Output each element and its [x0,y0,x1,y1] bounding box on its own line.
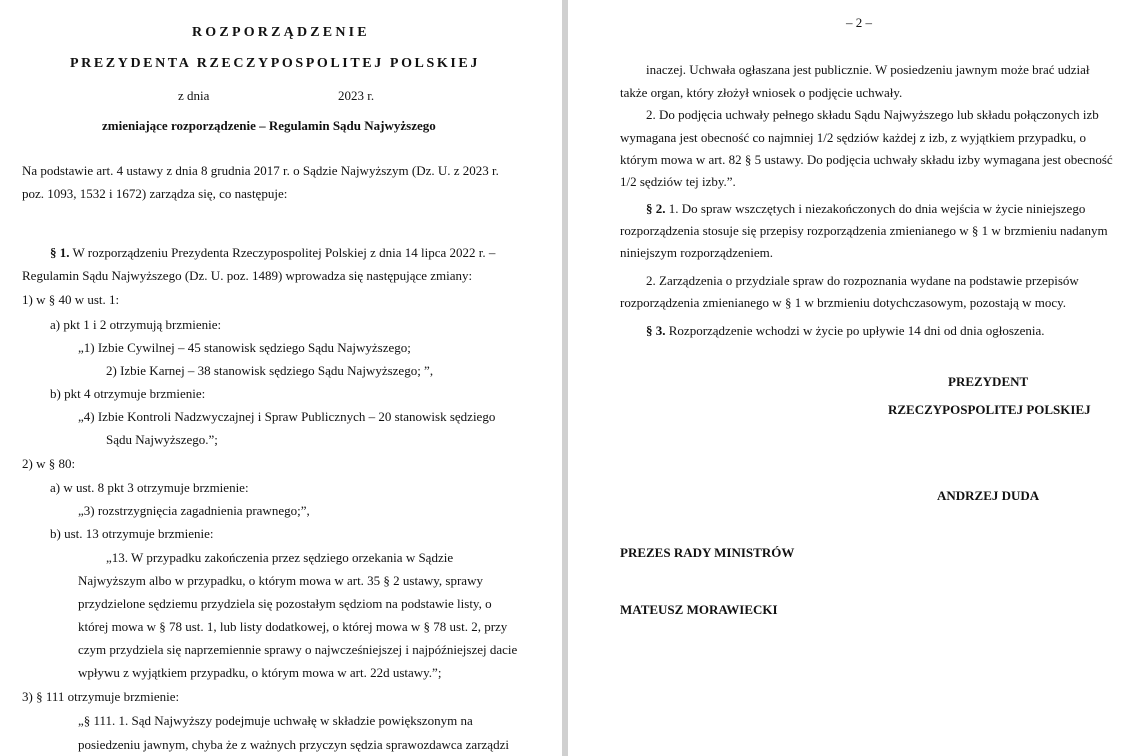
quote-line: której mowa w § 78 ust. 1, lub listy dodatkowej, o której mowa w § 78 ust. 2, przy [78,619,508,634]
body-line: rozporządzenia zmienianego w § 1 w brzmieniu dotychczasowym, pozostają w mocy. [620,295,1067,310]
point-3: 3) § 111 otrzymuje brzmienie: [22,689,180,704]
document-heading: zmieniające rozporządzenie – Regulamin Sądu Najwyższego [102,118,436,133]
quote-line: Najwyższym albo w przypadku, o którym mowa w art. 35 § 2 ustawy, sprawy [78,573,483,588]
section-3-line [646,323,1045,339]
body-line: 2. Zarządzenia o przydziale spraw do rozpoznania wydane na podstawie przepisów [646,273,1079,288]
countersignature-name: MATEUSZ MORAWIECKI [620,602,778,617]
point-2: 2) w § 80: [22,456,76,471]
quote-line: Sądu Najwyższego.”; [106,432,218,447]
body-line: wymagana jest obecność co najmniej 1/2 sędziów każdej z izb, z wyjątkiem przypadku, o [620,130,1087,145]
point-1a: a) pkt 1 i 2 otrzymują brzmienie: [50,317,222,332]
body-line: rozporządzenia stosuje się przepisy rozporządzenia zmienianego w § 1 w brzmieniu nadanym [620,223,1108,238]
quote-line: „1) Izbie Cywilnej – 45 stanowisk sędziego Sądu Najwyższego; [78,340,411,355]
section-mark: § 2. [646,201,666,216]
document-subtitle: PREZYDENTA RZECZYPOSPOLITEJ POLSKIEJ [70,56,480,71]
section-mark: § 3. [646,323,666,338]
section-text: Rozporządzenie wchodzi w życie po upływie 14 dni od dnia ogłoszenia. [668,323,1045,338]
quote-line: „13. W przypadku zakończenia przez sędziego orzekania w Sądzie [106,550,454,565]
point-1: 1) w § 40 w ust. 1: [22,292,120,307]
section-1-line [50,245,495,261]
document-page-2 [568,0,1134,756]
section-mark: § 1. [50,245,70,260]
point-2b: b) ust. 13 otrzymuje brzmienie: [50,526,214,541]
signature-title: PREZYDENT [948,374,1029,389]
document-title: ROZPORZĄDZENIE [192,25,370,40]
preamble-line: poz. 1093, 1532 i 1672) zarządza się, co następuje: [22,186,288,201]
body-line: którym mowa w art. 82 § 5 ustawy. Do podjęcia uchwały składu izby wymagana jest obecność [620,152,1113,167]
section-2-line [646,201,1085,217]
body-line: niniejszym rozporządzeniem. [620,245,774,260]
body-line: 1/2 sędziów tej izby.”. [620,174,736,189]
countersignature-title: PREZES RADY MINISTRÓW [620,545,795,560]
body-line: inaczej. Uchwała ogłaszana jest publicznie. W posiedzeniu jawnym może brać udział [646,62,1090,77]
quote-line: posiedzeniu jawnym, chyba że z ważnych przyczyn sędzia sprawozdawca zarządzi [78,737,509,752]
quote-line: „§ 111. 1. Sąd Najwyższy podejmuje uchwałę w składzie powiększonym na [78,713,473,728]
quote-line: wpływu z wyjątkiem przypadku, o którym mowa w art. 22d ustawy.”; [78,665,442,680]
quote-line: „3) rozstrzygnięcia zagadnienia prawnego;”, [78,503,310,518]
document-page-1 [0,0,562,756]
section-text: W rozporządzeniu Prezydenta Rzeczypospolitej Polskiej z dnia 14 lipca 2022 r. – [72,245,496,260]
page-number: – 2 – [846,15,872,30]
date-suffix: 2023 r. [338,88,375,103]
body-line: także organ, który złożył wniosek o podjęcie uchwały. [620,85,903,100]
quote-line: „4) Izbie Kontroli Nadzwyczajnej i Spraw Publicznych – 20 stanowisk sędziego [78,409,496,424]
preamble-line: Na podstawie art. 4 ustawy z dnia 8 grudnia 2017 r. o Sądzie Najwyższym (Dz. U. z 2023 r. [22,163,499,178]
signature-title: RZECZYPOSPOLITEJ POLSKIEJ [888,402,1091,417]
quote-line: czym przydziela się naprzemiennie sprawy o najwcześniejszej i najpóźniejszej dacie [78,642,518,657]
body-line: Regulamin Sądu Najwyższego (Dz. U. poz. 1489) wprowadza się następujące zmiany: [22,268,473,283]
date-prefix: z dnia [178,88,210,103]
section-text: 1. Do spraw wszczętych i niezakończonych do dnia wejścia w życie niniejszego [668,201,1086,216]
point-2a: a) w ust. 8 pkt 3 otrzymuje brzmienie: [50,480,249,495]
quote-line: 2) Izbie Karnej – 38 stanowisk sędziego Sądu Najwyższego; ”, [106,363,434,378]
quote-line: przydzielone sędziemu przydziela się pozostałym sędziom na podstawie listy, o [78,596,492,611]
signature-name: ANDRZEJ DUDA [937,488,1040,503]
point-1b: b) pkt 4 otrzymuje brzmienie: [50,386,206,401]
body-line: 2. Do podjęcia uchwały pełnego składu Sądu Najwyższego lub składu połączonych izb [646,107,1099,122]
